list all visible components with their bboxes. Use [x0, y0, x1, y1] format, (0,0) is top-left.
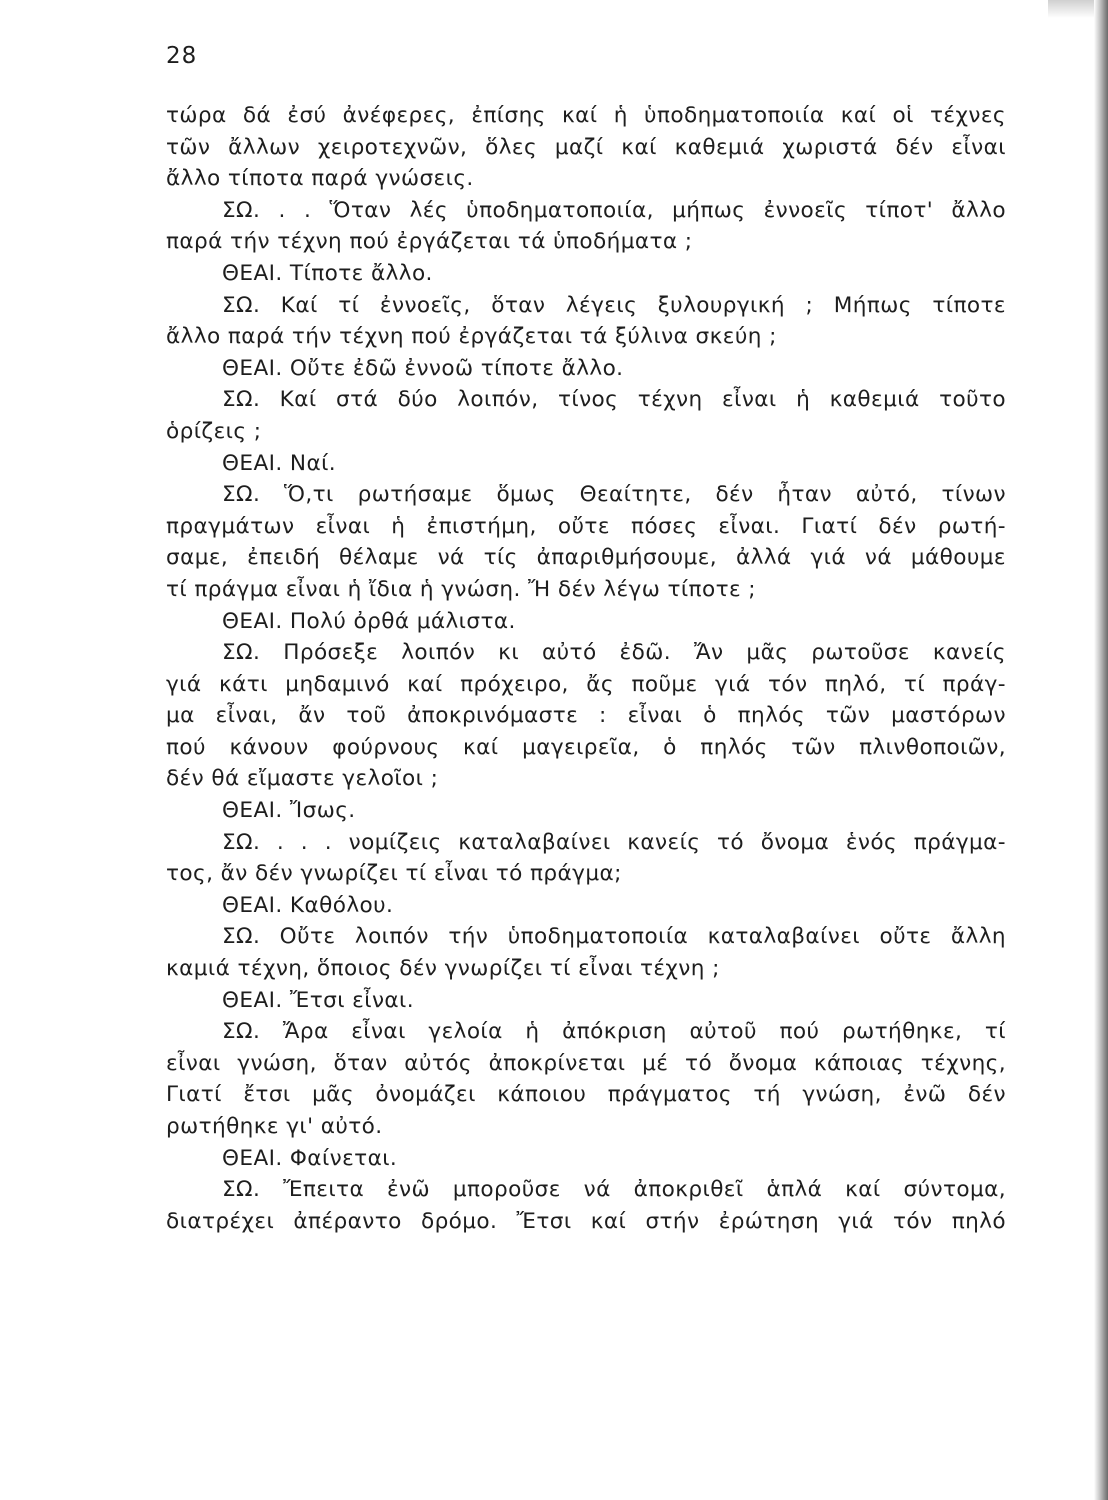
text-line: σαμε, ἐπειδή θέλαμε νά τίς ἀπαριθμήσουμε, ἀλλά γιά νά μάθουμε — [166, 545, 1006, 571]
text-line: ΘΕΑΙ. Ἔτσι εἶναι. — [222, 987, 415, 1013]
text-line: τῶν ἄλλων χειροτεχνῶν, ὅλες μαζί καί καθεμιά χωριστά δέν εἶναι — [166, 134, 1006, 160]
text-line: ὁρίζεις ; — [166, 418, 262, 444]
text-line: ἄλλο τίποτα παρά γνώσεις. — [166, 166, 474, 192]
text-line: ΘΕΑΙ. Ἴσως. — [222, 798, 356, 824]
text-line: ΣΩ. Καί στά δύο λοιπόν, τίνος τέχνη εἶναι ἡ καθεμιά τοῦτο — [222, 387, 1006, 413]
text-line: ΘΕΑΙ. Καθόλου. — [222, 892, 394, 918]
text-line: παρά τήν τέχνη πού ἐργάζεται τά ὑποδήματα ; — [166, 229, 693, 255]
text-line: Γιατί ἔτσι μᾶς ὀνομάζει κάποιου πράγματος τή γνώση, ἐνῶ δέν — [166, 1082, 1006, 1108]
text-line: διατρέχει ἀπέραντο δρόμο. Ἔτσι καί στήν ἐρώτηση γιά τόν πηλό — [166, 1208, 1006, 1234]
text-line: ΣΩ. . . . νομίζεις καταλαβαίνει κανείς τό ὄνομα ἑνός πράγμα- — [222, 829, 1006, 855]
text-line: ΣΩ. Καί τί ἐννοεῖς, ὅταν λέγεις ξυλουργική ; Μήπως τίποτε — [222, 292, 1006, 318]
text-line: ΣΩ. . . Ὅταν λές ὑποδηματοποιία, μήπως ἐννοεῖς τίποτ' ἄλλο — [222, 197, 1006, 223]
text-line: ΘΕΑΙ. Πολύ ὀρθά μάλιστα. — [222, 608, 516, 634]
text-line: πραγμάτων εἶναι ἡ ἐπιστήμη, οὔτε πόσες εἶναι. Γιατί δέν ρωτή- — [166, 513, 1006, 539]
text-line: εἶναι γνώση, ὅταν αὐτός ἀποκρίνεται μέ τό ὄνομα κάποιας τέχνης, — [166, 1050, 1006, 1076]
text-line: μα εἶναι, ἄν τοῦ ἀποκρινόμαστε : εἶναι ὁ πηλός τῶν μαστόρων — [166, 703, 1006, 729]
text-line: γιά κάτι μηδαμινό καί πρόχειρο, ἄς ποῦμε γιά τόν πηλό, τί πράγ- — [166, 671, 1006, 697]
text-line: τί πράγμα εἶναι ἡ ἴδια ἡ γνώση. Ἤ δέν λέγω τίποτε ; — [166, 576, 756, 602]
text-line: ΣΩ. Ἄρα εἶναι γελοία ἡ ἀπόκριση αὐτοῦ πού ρωτήθηκε, τί — [222, 1019, 1006, 1045]
text-line: ΣΩ. Οὔτε λοιπόν τήν ὑποδηματοποιία καταλαβαίνει οὔτε ἄλλη — [222, 924, 1006, 950]
text-line: ΘΕΑΙ. Οὔτε ἐδῶ ἐννοῶ τίποτε ἄλλο. — [222, 355, 624, 381]
text-line: τος, ἄν δέν γνωρίζει τί εἶναι τό πράγμα; — [166, 861, 622, 887]
text-line: ΘΕΑΙ. Φαίνεται. — [222, 1145, 398, 1171]
page-number: 28 — [166, 43, 198, 69]
text-line: πού κάνουν φούρνους καί μαγειρεῖα, ὁ πηλός τῶν πλινθοποιῶν, — [166, 734, 1006, 760]
text-line: ΣΩ. Πρόσεξε λοιπόν κι αὐτό ἐδῶ. Ἄν μᾶς ρωτοῦσε κανείς — [222, 640, 1006, 666]
text-line: δέν θά εἴμαστε γελοῖοι ; — [166, 766, 439, 792]
dialogue-text — [166, 100, 1006, 1237]
text-line: ΣΩ. Ὅ,τι ρωτήσαμε ὅμως Θεαίτητε, δέν ἦταν αὐτό, τίνων — [222, 482, 1006, 508]
text-line: ΘΕΑΙ. Τίποτε ἄλλο. — [222, 260, 433, 286]
text-line: τώρα δά ἐσύ ἀνέφερες, ἐπίσης καί ἡ ὑποδηματοποιία καί οἱ τέχνες — [166, 103, 1006, 128]
page-edge-shadow — [1094, 0, 1108, 1500]
text-line: καμιά τέχνη, ὅποιος δέν γνωρίζει τί εἶναι τέχνη ; — [166, 956, 720, 982]
text-line: ρωτήθηκε γι' αὐτό. — [166, 1114, 383, 1139]
text-line: ΣΩ. Ἔπειτα ἐνῶ μποροῦσε νά ἀποκριθεῖ ἁπλά καί σύντομα, — [222, 1177, 1006, 1203]
text-line: ΘΕΑΙ. Ναί. — [222, 450, 337, 476]
text-line: ἄλλο παρά τήν τέχνη πού ἐργάζεται τά ξύλινα σκεύη ; — [166, 324, 777, 350]
